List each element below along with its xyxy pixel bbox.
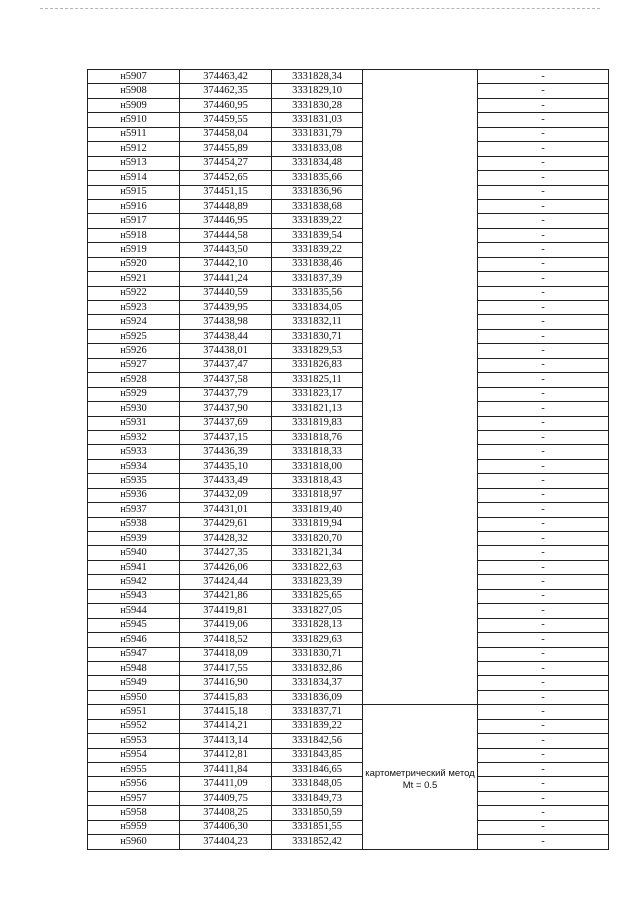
note-cell: -: [478, 185, 609, 199]
y-coordinate-cell: 3331826,83: [272, 358, 363, 372]
note-cell: -: [478, 402, 609, 416]
y-coordinate-cell: 3331821,13: [272, 402, 363, 416]
point-id-cell: н5933: [88, 445, 180, 459]
coordinates-table-body: [88, 70, 609, 850]
point-id-cell: н5924: [88, 315, 180, 329]
point-id-cell: н5930: [88, 402, 180, 416]
point-id-cell: н5952: [88, 719, 180, 733]
note-cell: -: [478, 604, 609, 618]
point-id-cell: н5919: [88, 243, 180, 257]
table-row: [88, 358, 609, 372]
point-id-cell: н5953: [88, 734, 180, 748]
point-id-cell: н5926: [88, 344, 180, 358]
x-coordinate-cell: 374441,24: [180, 272, 272, 286]
x-coordinate-cell: 374446,95: [180, 214, 272, 228]
x-coordinate-cell: 374440,59: [180, 286, 272, 300]
x-coordinate-cell: 374460,95: [180, 98, 272, 112]
table-row: [88, 142, 609, 156]
x-coordinate-cell: 374428,32: [180, 532, 272, 546]
table-row: [88, 763, 609, 777]
note-cell: -: [478, 488, 609, 502]
x-coordinate-cell: 374458,04: [180, 127, 272, 141]
note-cell: -: [478, 719, 609, 733]
table-row: [88, 156, 609, 170]
note-cell: -: [478, 705, 609, 719]
note-cell: -: [478, 633, 609, 647]
table-row: [88, 272, 609, 286]
table-row: [88, 589, 609, 603]
table-row: [88, 301, 609, 315]
y-coordinate-cell: 3331851,55: [272, 820, 363, 834]
table-row: [88, 430, 609, 444]
x-coordinate-cell: 374411,84: [180, 763, 272, 777]
table-row: [88, 734, 609, 748]
point-id-cell: н5920: [88, 257, 180, 271]
note-cell: -: [478, 806, 609, 820]
y-coordinate-cell: 3331818,33: [272, 445, 363, 459]
point-id-cell: н5959: [88, 820, 180, 834]
point-id-cell: н5921: [88, 272, 180, 286]
table-row: [88, 387, 609, 401]
table-row: [88, 791, 609, 805]
table-row: [88, 171, 609, 185]
y-coordinate-cell: 3331828,34: [272, 70, 363, 84]
note-cell: -: [478, 156, 609, 170]
x-coordinate-cell: 374427,35: [180, 546, 272, 560]
y-coordinate-cell: 3331829,10: [272, 84, 363, 98]
y-coordinate-cell: 3331843,85: [272, 748, 363, 762]
y-coordinate-cell: 3331825,11: [272, 373, 363, 387]
note-cell: -: [478, 373, 609, 387]
x-coordinate-cell: 374416,90: [180, 676, 272, 690]
point-id-cell: н5956: [88, 777, 180, 791]
note-cell: -: [478, 127, 609, 141]
note-cell: -: [478, 618, 609, 632]
x-coordinate-cell: 374448,89: [180, 199, 272, 213]
x-coordinate-cell: 374418,52: [180, 633, 272, 647]
table-row: [88, 517, 609, 531]
note-cell: -: [478, 214, 609, 228]
x-coordinate-cell: 374437,79: [180, 387, 272, 401]
note-cell: -: [478, 546, 609, 560]
note-cell: -: [478, 199, 609, 213]
method-cell: [363, 70, 478, 705]
point-id-cell: н5946: [88, 633, 180, 647]
y-coordinate-cell: 3331818,00: [272, 459, 363, 473]
y-coordinate-cell: 3331839,22: [272, 719, 363, 733]
note-cell: -: [478, 286, 609, 300]
point-id-cell: н5907: [88, 70, 180, 84]
coordinates-table: [87, 69, 609, 850]
note-cell: -: [478, 445, 609, 459]
point-id-cell: н5955: [88, 763, 180, 777]
y-coordinate-cell: 3331832,11: [272, 315, 363, 329]
point-id-cell: н5940: [88, 546, 180, 560]
y-coordinate-cell: 3331828,13: [272, 618, 363, 632]
point-id-cell: н5951: [88, 705, 180, 719]
note-cell: -: [478, 315, 609, 329]
x-coordinate-cell: 374438,44: [180, 329, 272, 343]
table-row: [88, 806, 609, 820]
x-coordinate-cell: 374408,25: [180, 806, 272, 820]
x-coordinate-cell: 374419,81: [180, 604, 272, 618]
y-coordinate-cell: 3331823,39: [272, 575, 363, 589]
note-cell: -: [478, 734, 609, 748]
table-row: [88, 373, 609, 387]
y-coordinate-cell: 3331850,59: [272, 806, 363, 820]
note-cell: -: [478, 676, 609, 690]
point-id-cell: н5937: [88, 503, 180, 517]
table-row: [88, 705, 609, 719]
y-coordinate-cell: 3331849,73: [272, 791, 363, 805]
x-coordinate-cell: 374424,44: [180, 575, 272, 589]
x-coordinate-cell: 374438,98: [180, 315, 272, 329]
y-coordinate-cell: 3331848,05: [272, 777, 363, 791]
x-coordinate-cell: 374404,23: [180, 835, 272, 849]
point-id-cell: н5941: [88, 560, 180, 574]
point-id-cell: н5935: [88, 474, 180, 488]
y-coordinate-cell: 3331837,71: [272, 705, 363, 719]
y-coordinate-cell: 3331837,39: [272, 272, 363, 286]
x-coordinate-cell: 374437,90: [180, 402, 272, 416]
y-coordinate-cell: 3331836,09: [272, 690, 363, 704]
x-coordinate-cell: 374437,69: [180, 416, 272, 430]
x-coordinate-cell: 374455,89: [180, 142, 272, 156]
x-coordinate-cell: 374454,27: [180, 156, 272, 170]
y-coordinate-cell: 3331829,63: [272, 633, 363, 647]
y-coordinate-cell: 3331830,28: [272, 98, 363, 112]
x-coordinate-cell: 374419,06: [180, 618, 272, 632]
table-row: [88, 748, 609, 762]
y-coordinate-cell: 3331836,96: [272, 185, 363, 199]
point-id-cell: н5943: [88, 589, 180, 603]
point-id-cell: н5917: [88, 214, 180, 228]
note-cell: -: [478, 748, 609, 762]
note-cell: -: [478, 70, 609, 84]
table-row: [88, 503, 609, 517]
note-cell: -: [478, 661, 609, 675]
note-cell: -: [478, 791, 609, 805]
point-id-cell: н5948: [88, 661, 180, 675]
table-row: [88, 113, 609, 127]
point-id-cell: н5957: [88, 791, 180, 805]
x-coordinate-cell: 374437,58: [180, 373, 272, 387]
point-id-cell: н5923: [88, 301, 180, 315]
note-cell: -: [478, 84, 609, 98]
point-id-cell: н5925: [88, 329, 180, 343]
point-id-cell: н5932: [88, 430, 180, 444]
table-row: [88, 445, 609, 459]
table-row: [88, 604, 609, 618]
y-coordinate-cell: 3331839,22: [272, 214, 363, 228]
table-row: [88, 402, 609, 416]
x-coordinate-cell: 374412,81: [180, 748, 272, 762]
note-cell: -: [478, 517, 609, 531]
note-cell: -: [478, 243, 609, 257]
note-cell: -: [478, 690, 609, 704]
note-cell: -: [478, 113, 609, 127]
point-id-cell: н5910: [88, 113, 180, 127]
table-row: [88, 315, 609, 329]
x-coordinate-cell: 374411,09: [180, 777, 272, 791]
y-coordinate-cell: 3331832,86: [272, 661, 363, 675]
table-row: [88, 214, 609, 228]
table-row: [88, 228, 609, 242]
point-id-cell: н5914: [88, 171, 180, 185]
page-top-rule: [40, 8, 600, 9]
point-id-cell: н5945: [88, 618, 180, 632]
x-coordinate-cell: 374415,83: [180, 690, 272, 704]
table-row: [88, 459, 609, 473]
point-id-cell: н5934: [88, 459, 180, 473]
point-id-cell: н5918: [88, 228, 180, 242]
note-cell: -: [478, 820, 609, 834]
x-coordinate-cell: 374463,42: [180, 70, 272, 84]
y-coordinate-cell: 3331831,79: [272, 127, 363, 141]
y-coordinate-cell: 3331835,56: [272, 286, 363, 300]
y-coordinate-cell: 3331838,68: [272, 199, 363, 213]
table-row: [88, 199, 609, 213]
table-row: [88, 532, 609, 546]
x-coordinate-cell: 374443,50: [180, 243, 272, 257]
x-coordinate-cell: 374452,65: [180, 171, 272, 185]
table-row: [88, 719, 609, 733]
table-row: [88, 618, 609, 632]
x-coordinate-cell: 374421,86: [180, 589, 272, 603]
point-id-cell: н5939: [88, 532, 180, 546]
x-coordinate-cell: 374414,21: [180, 719, 272, 733]
table-row: [88, 243, 609, 257]
y-coordinate-cell: 3331833,08: [272, 142, 363, 156]
x-coordinate-cell: 374444,58: [180, 228, 272, 242]
note-cell: -: [478, 416, 609, 430]
point-id-cell: н5915: [88, 185, 180, 199]
point-id-cell: н5913: [88, 156, 180, 170]
table-row: [88, 676, 609, 690]
y-coordinate-cell: 3331822,63: [272, 560, 363, 574]
table-row: [88, 70, 609, 84]
note-cell: -: [478, 171, 609, 185]
point-id-cell: н5950: [88, 690, 180, 704]
table-row: [88, 835, 609, 849]
y-coordinate-cell: 3331818,43: [272, 474, 363, 488]
point-id-cell: н5960: [88, 835, 180, 849]
table-row: [88, 647, 609, 661]
y-coordinate-cell: 3331834,05: [272, 301, 363, 315]
y-coordinate-cell: 3331830,71: [272, 329, 363, 343]
table-row: [88, 84, 609, 98]
note-cell: -: [478, 575, 609, 589]
note-cell: -: [478, 358, 609, 372]
x-coordinate-cell: 374413,14: [180, 734, 272, 748]
point-id-cell: н5949: [88, 676, 180, 690]
note-cell: -: [478, 387, 609, 401]
note-cell: -: [478, 257, 609, 271]
y-coordinate-cell: 3331831,03: [272, 113, 363, 127]
note-cell: -: [478, 532, 609, 546]
table-row: [88, 344, 609, 358]
y-coordinate-cell: 3331819,40: [272, 503, 363, 517]
table-row: [88, 575, 609, 589]
note-cell: -: [478, 589, 609, 603]
y-coordinate-cell: 3331821,34: [272, 546, 363, 560]
point-id-cell: н5916: [88, 199, 180, 213]
note-cell: -: [478, 459, 609, 473]
note-cell: -: [478, 763, 609, 777]
point-id-cell: н5929: [88, 387, 180, 401]
point-id-cell: н5938: [88, 517, 180, 531]
method-cell: картометрический метод Mt = 0.5: [363, 705, 478, 849]
note-cell: -: [478, 430, 609, 444]
point-id-cell: н5944: [88, 604, 180, 618]
x-coordinate-cell: 374435,10: [180, 459, 272, 473]
note-cell: -: [478, 503, 609, 517]
table-row: [88, 185, 609, 199]
table-row: [88, 416, 609, 430]
note-cell: -: [478, 647, 609, 661]
point-id-cell: н5912: [88, 142, 180, 156]
y-coordinate-cell: 3331839,54: [272, 228, 363, 242]
y-coordinate-cell: 3331839,22: [272, 243, 363, 257]
y-coordinate-cell: 3331830,71: [272, 647, 363, 661]
x-coordinate-cell: 374406,30: [180, 820, 272, 834]
x-coordinate-cell: 374409,75: [180, 791, 272, 805]
point-id-cell: н5908: [88, 84, 180, 98]
point-id-cell: н5922: [88, 286, 180, 300]
x-coordinate-cell: 374417,55: [180, 661, 272, 675]
x-coordinate-cell: 374433,49: [180, 474, 272, 488]
y-coordinate-cell: 3331835,66: [272, 171, 363, 185]
table-row: [88, 560, 609, 574]
note-cell: -: [478, 301, 609, 315]
note-cell: -: [478, 777, 609, 791]
point-id-cell: н5927: [88, 358, 180, 372]
point-id-cell: н5958: [88, 806, 180, 820]
note-cell: -: [478, 344, 609, 358]
x-coordinate-cell: 374432,09: [180, 488, 272, 502]
table-row: [88, 690, 609, 704]
y-coordinate-cell: 3331825,65: [272, 589, 363, 603]
x-coordinate-cell: 374437,15: [180, 430, 272, 444]
y-coordinate-cell: 3331827,05: [272, 604, 363, 618]
x-coordinate-cell: 374438,01: [180, 344, 272, 358]
table-row: [88, 661, 609, 675]
table-row: [88, 98, 609, 112]
y-coordinate-cell: 3331820,70: [272, 532, 363, 546]
x-coordinate-cell: 374439,95: [180, 301, 272, 315]
table-row: [88, 257, 609, 271]
y-coordinate-cell: 3331829,53: [272, 344, 363, 358]
note-cell: -: [478, 98, 609, 112]
point-id-cell: н5931: [88, 416, 180, 430]
table-row: [88, 286, 609, 300]
x-coordinate-cell: 374431,01: [180, 503, 272, 517]
table-row: [88, 546, 609, 560]
x-coordinate-cell: 374429,61: [180, 517, 272, 531]
table-row: [88, 820, 609, 834]
table-row: [88, 329, 609, 343]
x-coordinate-cell: 374415,18: [180, 705, 272, 719]
point-id-cell: н5942: [88, 575, 180, 589]
point-id-cell: н5911: [88, 127, 180, 141]
x-coordinate-cell: 374459,55: [180, 113, 272, 127]
table-row: [88, 777, 609, 791]
table-row: [88, 633, 609, 647]
y-coordinate-cell: 3331842,56: [272, 734, 363, 748]
note-cell: -: [478, 228, 609, 242]
y-coordinate-cell: 3331818,76: [272, 430, 363, 444]
y-coordinate-cell: 3331819,94: [272, 517, 363, 531]
point-id-cell: н5954: [88, 748, 180, 762]
table-row: [88, 474, 609, 488]
x-coordinate-cell: 374426,06: [180, 560, 272, 574]
point-id-cell: н5936: [88, 488, 180, 502]
point-id-cell: н5947: [88, 647, 180, 661]
note-cell: -: [478, 142, 609, 156]
y-coordinate-cell: 3331819,83: [272, 416, 363, 430]
x-coordinate-cell: 374462,35: [180, 84, 272, 98]
note-cell: -: [478, 272, 609, 286]
y-coordinate-cell: 3331852,42: [272, 835, 363, 849]
x-coordinate-cell: 374418,09: [180, 647, 272, 661]
table-row: [88, 488, 609, 502]
y-coordinate-cell: 3331838,46: [272, 257, 363, 271]
note-cell: -: [478, 835, 609, 849]
y-coordinate-cell: 3331834,48: [272, 156, 363, 170]
table-row: [88, 127, 609, 141]
y-coordinate-cell: 3331846,65: [272, 763, 363, 777]
point-id-cell: н5909: [88, 98, 180, 112]
point-id-cell: н5928: [88, 373, 180, 387]
note-cell: -: [478, 560, 609, 574]
y-coordinate-cell: 3331823,17: [272, 387, 363, 401]
x-coordinate-cell: 374436,39: [180, 445, 272, 459]
y-coordinate-cell: 3331834,37: [272, 676, 363, 690]
x-coordinate-cell: 374437,47: [180, 358, 272, 372]
note-cell: -: [478, 329, 609, 343]
x-coordinate-cell: 374451,15: [180, 185, 272, 199]
x-coordinate-cell: 374442,10: [180, 257, 272, 271]
y-coordinate-cell: 3331818,97: [272, 488, 363, 502]
note-cell: -: [478, 474, 609, 488]
